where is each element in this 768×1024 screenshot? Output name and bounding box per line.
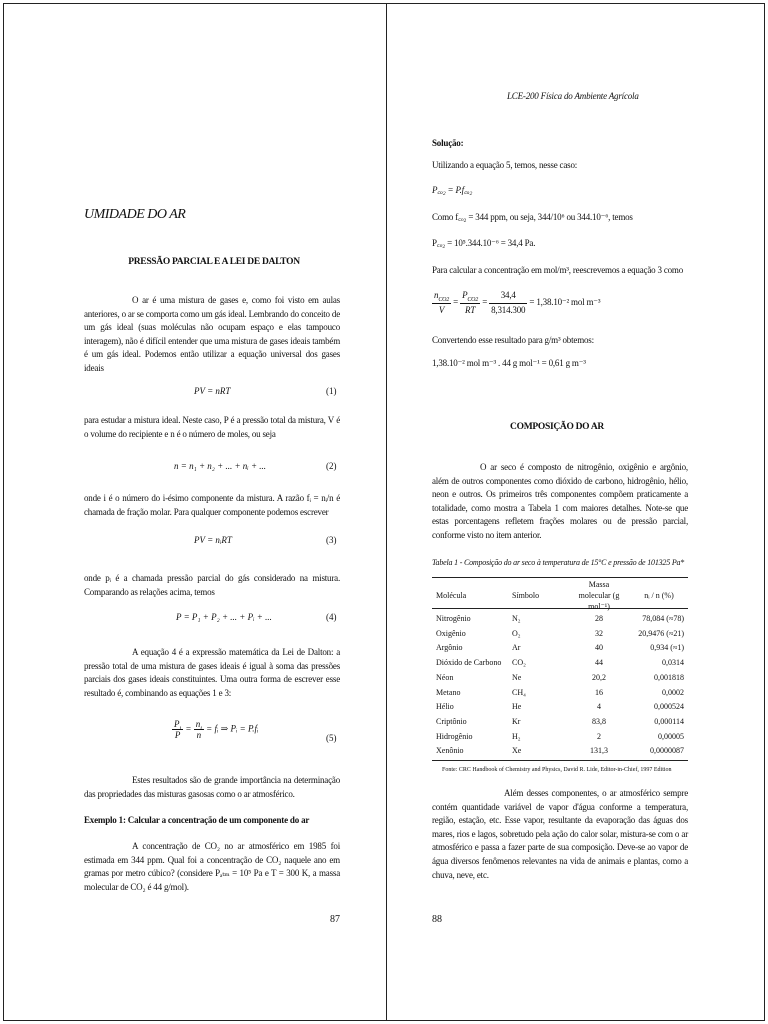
table-row <box>432 686 688 701</box>
solution-equation: P꜀ₒ₂ = 10⁵.344.10⁻⁶ = 34,4 Pa. <box>432 238 536 248</box>
fraction: $\frac{P_{CO2}}{RT}$ <box>462 290 479 315</box>
table-cell: Dióxido de Carbono <box>436 658 502 668</box>
example-title: Exemplo 1: Calcular a concentração de um componente do ar <box>84 815 310 825</box>
equation-number: (3) <box>326 535 337 545</box>
solution-equation: 1,38.10⁻² mol m⁻³ . 44 g mol⁻¹ = 0,61 g m⁻³ <box>432 358 586 368</box>
paragraph: A equação 4 é a expressão matemática da Lei de Dalton: a pressão total de uma mistura de gases ideais é igual à soma das pressões parciais dos gases ideais constituintes. Uma outra forma de escrever esse resultado é, combinando as equações 1 e 3: <box>84 647 340 698</box>
equation-4: P = P₁ + P₂ + ... + Pᵢ + ... <box>176 612 272 622</box>
composition-table-wrap <box>432 579 688 759</box>
table-header: Símbolo <box>512 591 540 600</box>
table-header: Molécula <box>436 591 467 600</box>
paragraph: onde i é o número do i-ésimo componente da mistura. A razão fᵢ = nᵢ/n é chamada de fração molar. Para qualquer componente podemos escrever <box>84 493 340 517</box>
table-cell: 20,9476 (≈21) <box>638 628 684 638</box>
table-body <box>432 612 688 759</box>
table-header: Massa molecular (g mol⁻¹) <box>578 580 620 611</box>
book-spread <box>3 3 765 1021</box>
equation-number: (4) <box>326 612 337 622</box>
equation-number: (1) <box>326 386 337 396</box>
table-cell: Metano <box>436 687 461 697</box>
solution-line: Utilizando a equação 5, temos, nesse caso: <box>432 160 578 170</box>
table-row <box>432 612 688 627</box>
table-cell: 131,3 <box>590 746 608 756</box>
table-cell: N₂ <box>512 614 521 623</box>
fraction: $\frac{P_i}{P}$ <box>174 719 182 740</box>
table-cell: 32 <box>595 628 603 638</box>
table-cell: 44 <box>595 658 603 668</box>
table-cell: CO₂ <box>512 658 526 668</box>
equation-number: (2) <box>326 461 337 471</box>
table-row <box>432 700 688 715</box>
table-cell: Kr <box>512 716 521 726</box>
table-cell: Nitrogênio <box>436 614 471 623</box>
table-cell: Néon <box>436 672 454 682</box>
equation-result: = 1,38.10⁻² mol m⁻³ <box>529 297 601 308</box>
solution-equation-3: $\frac{n_{CO2}}{V}$ = $\frac{P_{CO2}}{RT}$ = $\frac{34,4}{8,314.300}$ = 1,38.10⁻² mol m⁻³ <box>432 289 600 317</box>
table-header-row <box>432 579 688 612</box>
table-cell: 40 <box>595 643 603 653</box>
paragraph: Estes resultados são de grande importância na determinação das propriedades das misturas gasosas como o ar atmosférico. <box>84 775 340 799</box>
equation-1: PV = nRT <box>194 386 231 396</box>
table-top-rule <box>432 577 688 578</box>
solution-line: Como f꜀ₒ₂ = 344 ppm, ou seja, 344/10⁶ ou 344.10⁻⁶, temos <box>432 212 633 222</box>
table-row <box>432 671 688 686</box>
equation-5-tail: = fᵢ ⇒ Pᵢ = P.fᵢ <box>206 723 259 734</box>
paragraph: onde pᵢ é a chamada pressão parcial do gás considerado na mistura. Comparando as relações acima, temos <box>84 573 340 597</box>
table-cell: Xe <box>512 746 522 756</box>
section-title: COMPOSIÇÃO DO AR <box>510 422 604 432</box>
table-cell: He <box>512 702 522 712</box>
table-cell: O₂ <box>512 628 521 638</box>
paragraph: Além desses componentes, o ar atmosférico sempre contém quantidade variável de vapor d'água conforme a temperatura, região, estação, etc. Esse vapor, resultante da evaporação das águas dos mares, rios e lagos, sobretudo pela ação do calor solar, mistura-se com o ar atmosférico e passa a fazer parte de sua composição. Deve-se ao vapor de água diversos fenômenos relevantes na vida de animais e plantas, como a chuva, neve, etc. <box>432 788 688 880</box>
table-header: nᵢ / n (%) <box>644 591 674 600</box>
table-row <box>432 627 688 642</box>
table-cell: Xenônio <box>436 746 464 756</box>
table-cell: Argônio <box>436 643 463 653</box>
table-cell: 0,934 (≈1) <box>650 643 684 653</box>
paragraph: A concentração de CO₂ no ar atmosférico em 1985 foi estimada em 344 ppm. Qual foi a concentração de CO₂ naquele ano em gramas por metro cúbico? (considere Pₐₜₘ = 10⁵ Pa e T = 300 K, a massa molecular de CO₂ é 44 g/mol). <box>84 841 340 892</box>
table-cell: Oxigênio <box>436 628 466 638</box>
solution-line: Para calcular a concentração em mol/m³, reescrevemos a equação 3 como <box>432 265 684 275</box>
table-cell: Ar <box>512 643 521 653</box>
table-cell: 83,8 <box>592 716 606 726</box>
table-row <box>432 715 688 730</box>
table-row <box>432 641 688 656</box>
paragraph: para estudar a mistura ideal. Neste caso, P é a pressão total da mistura, V é o volume do recipiente e n é o número de moles, ou seja <box>84 415 340 439</box>
solution-equation: P꜀ₒ₂ = P.f꜀ₒ₂ <box>432 185 473 195</box>
equation-5: $\frac{P_i}{P}$ = $\frac{n_i}{n}$ = fᵢ ⇒ Pᵢ = P.fᵢ <box>174 719 259 740</box>
section-title: PRESSÃO PARCIAL E A LEI DE DALTON <box>128 257 300 267</box>
table-cell: 0,000114 <box>654 716 684 726</box>
solution-label: Solução: <box>432 138 464 148</box>
table-cell: Criptônio <box>436 716 467 726</box>
table-cell: 2 <box>597 731 601 741</box>
table-cell: 16 <box>595 687 603 697</box>
table-row <box>432 656 688 671</box>
table-cell: Hidrogênio <box>436 731 473 741</box>
solution-line: Convertendo esse resultado para g/m³ obtemos: <box>432 335 594 345</box>
table-row <box>432 730 688 745</box>
table-row <box>432 744 688 759</box>
table-cell: Ne <box>512 672 522 682</box>
left-page <box>4 4 387 1020</box>
table-caption: Tabela 1 - Composição do ar seco à temperatura de 15°C e pressão de 101325 Pa* <box>432 558 685 567</box>
table-cell: CH₄ <box>512 687 526 697</box>
table-cell: 20,2 <box>592 672 606 682</box>
fraction: $\frac{n_i}{n}$ <box>195 719 202 740</box>
table-cell: 78,084 (≈78) <box>642 614 684 623</box>
table-cell: 0,00005 <box>658 731 684 741</box>
fraction: $\frac{n_{CO2}}{V}$ <box>434 290 450 315</box>
fraction: $\frac{34,4}{8,314.300}$ <box>491 290 526 315</box>
table-cell: 0,0000087 <box>650 746 684 756</box>
table-bottom-rule <box>432 760 688 761</box>
table-cell: 28 <box>595 614 603 623</box>
page-number: 88 <box>432 914 442 925</box>
chapter-title: UMIDADE DO AR <box>84 207 186 222</box>
table-cell: 0,000524 <box>654 702 684 712</box>
table-cell: 0,0002 <box>662 687 684 697</box>
table-source: Fonte: CRC Handbook of Chemistry and Physics, David R. Lide, Editor-in-Chief, 1997 Edition <box>442 767 672 773</box>
right-page <box>387 4 764 1020</box>
table-cell: Hélio <box>436 702 454 712</box>
composition-table <box>432 579 688 759</box>
page-number: 87 <box>330 914 340 925</box>
equation-2: n = n₁ + n₂ + ... + nᵢ + ... <box>174 461 267 471</box>
equation-number: (5) <box>326 733 337 743</box>
table-cell: 0,0314 <box>662 658 684 668</box>
running-header: LCE-200 Física do Ambiente Agrícola <box>507 91 639 101</box>
table-cell: 0,001818 <box>654 672 684 682</box>
paragraph: O ar seco é composto de nitrogênio, oxigênio e argônio, além de outros componentes como dióxido de carbono, hidrogênio, hélio, neon e outros. Os primeiros três componentes compõem praticamente a totalidade, como mostra a Tabela 1 com maiores detalhes. Note-se que estas porcentagens refletem frações molares ou de pressão parcial, conforme visto no item anterior. <box>432 462 688 540</box>
equation-3: PV = nᵢRT <box>194 535 232 545</box>
table-cell: H₂ <box>512 731 521 741</box>
table-cell: 4 <box>597 702 601 712</box>
paragraph: O ar é uma mistura de gases e, como foi visto em aulas anteriores, o ar se comporta como um gás ideal. Lembrando do conceito de um gás ideal (suas moléculas não ocupam espaço e elas tampouco interagem), não é difícil entender que uma mistura de gases ideais também é um gás ideal. Podemos então utilizar a equação universal dos gases ideais <box>84 295 341 373</box>
